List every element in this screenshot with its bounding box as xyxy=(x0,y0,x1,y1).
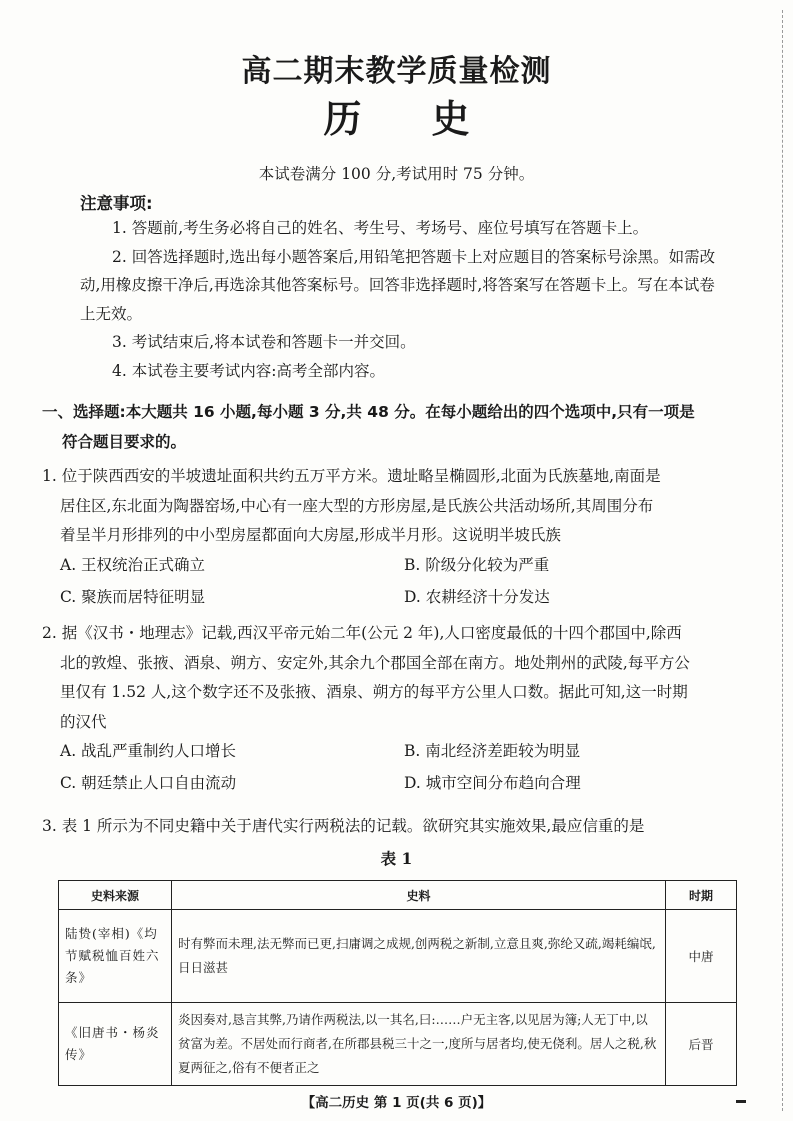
table-header-row xyxy=(59,881,737,910)
option-d: D. 农耕经济十分发达 xyxy=(404,587,550,606)
subject-char-2: 史 xyxy=(431,97,470,141)
page-footer: 【高二历史 第 1 页(共 6 页)】 xyxy=(301,1095,492,1111)
question-1 xyxy=(42,462,762,615)
option-b: B. 阶级分化较为严重 xyxy=(404,555,550,574)
question-1-line: 1. 位于陕西西安的半坡遗址面积共约五万平方米。遗址略呈椭圆形,北面为氏族墓地,南面是 xyxy=(42,467,661,485)
option-c: C. 聚族而居特征明显 xyxy=(60,587,206,606)
notice-item: 3. 考试结束后,将本试卷和答题卡一并交回。 xyxy=(112,333,416,351)
question-1-line: 居住区,东北面为陶器窑场,中心有一座大型的方形房屋,是氏族公共活动场所,其周围分布 xyxy=(60,496,654,515)
notice-list xyxy=(80,214,720,385)
subject-title xyxy=(0,88,793,143)
option-a: A. 战乱严重制约人口增长 xyxy=(60,742,237,760)
question-2-line: 里仅有 1.52 人,这个数字还不及张掖、酒泉、朔方的每平方公里人口数。据此可知,这一时期 xyxy=(60,683,688,701)
table-row xyxy=(59,1003,737,1086)
question-3 xyxy=(42,812,762,842)
question-2 xyxy=(42,619,762,801)
table-cell-text: 炎因奏对,恳言其弊,乃请作两税法,以一其名,曰:……户无主客,以见居为簿;人无丁中,以贫富为差。不居处而行商者,在所郡县税三十之一,度所与居者均,使无侥利。居人之税,秋夏两征之,俗有不便者正之 xyxy=(172,1003,666,1086)
option-a: A. 王权统治正式确立 xyxy=(60,555,206,574)
table-caption: 表 1 xyxy=(380,849,413,868)
table-cell-source: 陆贽(宰相)《均节赋税恤百姓六条》 xyxy=(59,910,172,1003)
subject-char-1: 历 xyxy=(323,97,362,141)
question-1-options-row xyxy=(42,551,762,583)
notice-item: 4. 本试卷主要考试内容:高考全部内容。 xyxy=(112,361,385,380)
question-2-line: 2. 据《汉书・地理志》记载,西汉平帝元始二年(公元 2 年),人口密度最低的十四个郡国中,除西 xyxy=(42,624,682,642)
table-row xyxy=(59,910,737,1003)
option-b: B. 南北经济差距较为明显 xyxy=(404,742,581,760)
question-1-options-row xyxy=(42,583,762,615)
table-cell-period: 后晋 xyxy=(666,1003,737,1086)
question-1-line: 着呈半月形排列的中小型房屋都面向大房屋,形成半月形。这说明半坡氏族 xyxy=(60,526,561,544)
exam-info: 本试卷满分 100 分,考试用时 75 分钟。 xyxy=(258,165,535,183)
notice-item: 1. 答题前,考生务必将自己的姓名、考生号、考场号、座位号填写在答题卡上。 xyxy=(112,219,649,237)
exam-title: 高二期末教学质量检测 xyxy=(241,54,552,89)
section-heading-line-1: 一、选择题:本大题共 16 小题,每小题 3 分,共 48 分。在每小题给出的四个选项中,只有一项是 xyxy=(42,403,695,421)
question-2-options-row xyxy=(42,737,762,769)
notice-item: 2. 回答选择题时,选出每小题答案后,用铅笔把答题卡上对应题目的答案标号涂黑。如需改动,用橡皮擦干净后,再选涂其他答案标号。回答非选择题时,将答案写在答题卡上。写在本试卷上无效。 xyxy=(80,247,716,323)
question-2-line: 的汉代 xyxy=(60,712,107,731)
question-3-line: 3. 表 1 所示为不同史籍中关于唐代实行两税法的记载。欲研究其实施效果,最应信重的是 xyxy=(42,817,645,835)
corner-mark xyxy=(736,1100,746,1103)
notice-heading: 注意事项: xyxy=(80,194,153,213)
section-heading-line-2: 符合题目要求的。 xyxy=(62,433,187,451)
table-header-source: 史料来源 xyxy=(59,881,172,910)
table-cell-source: 《旧唐书・杨炎传》 xyxy=(59,1003,172,1086)
table-cell-text: 时有弊而未理,法无弊而已更,扫庸调之成规,创两税之新制,立意且爽,弥纶又疏,竭耗编氓,日日滋甚 xyxy=(172,910,666,1003)
source-table xyxy=(58,880,737,1086)
question-2-options-row xyxy=(42,769,762,801)
option-c: C. 朝廷禁止人口自由流动 xyxy=(60,774,237,792)
table-header-text: 史料 xyxy=(172,881,666,910)
section-heading xyxy=(42,397,762,457)
table-header-period: 时期 xyxy=(666,881,737,910)
question-2-line: 北的敦煌、张掖、酒泉、朔方、安定外,其余九个郡国全部在南方。地处荆州的武陵,每平方公 xyxy=(60,653,690,672)
option-d: D. 城市空间分布趋向合理 xyxy=(404,774,581,792)
table-cell-period: 中唐 xyxy=(666,910,737,1003)
